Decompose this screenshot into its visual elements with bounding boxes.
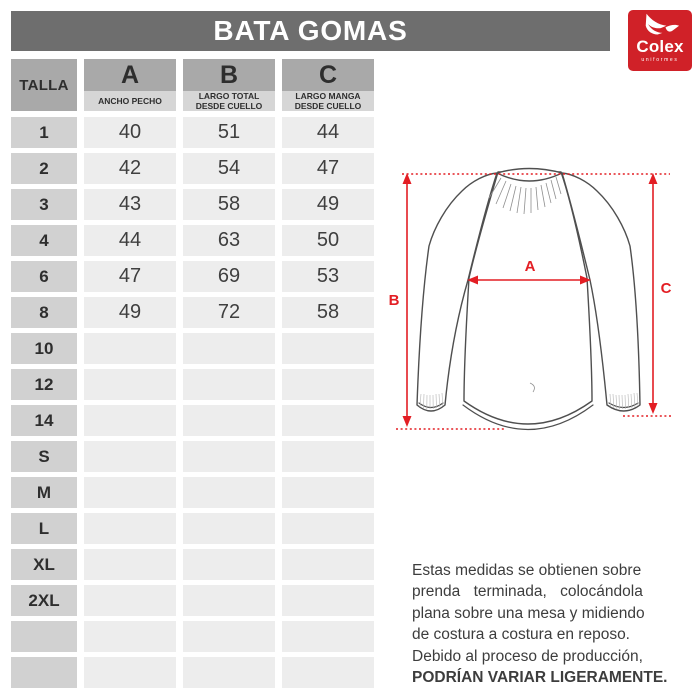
table-row xyxy=(11,189,373,220)
column-label-c: LARGO MANGA DESDE CUELLO xyxy=(282,91,374,111)
table-row xyxy=(11,405,373,436)
cell-b: 54 xyxy=(183,153,275,184)
table-row xyxy=(11,549,373,580)
column-label-a: ANCHO PECHO xyxy=(84,91,176,111)
bird-icon xyxy=(639,13,681,40)
cell-b xyxy=(183,441,275,472)
garment-measurement-diagram xyxy=(380,158,700,450)
column-header-a xyxy=(84,59,176,111)
dimension-c-arrow xyxy=(649,173,658,414)
column-letter-c: C xyxy=(282,59,374,91)
cell-c xyxy=(282,441,374,472)
cell-a: 44 xyxy=(84,225,176,256)
garment-illustration xyxy=(417,169,640,430)
cell-c xyxy=(282,621,374,652)
table-row xyxy=(11,369,373,400)
cell-a: 43 xyxy=(84,189,176,220)
note-line: de costura a costura en reposo. xyxy=(412,626,630,644)
cell-a xyxy=(84,657,176,688)
table-row xyxy=(11,657,373,688)
note-line: prenda terminada, colocándola xyxy=(412,583,643,601)
dimension-b-arrow xyxy=(403,173,412,427)
cell-c xyxy=(282,657,374,688)
row-size-label: 1 xyxy=(11,117,77,148)
note-line: Debido al proceso de producción, xyxy=(412,647,643,665)
table-row xyxy=(11,585,373,616)
cell-a xyxy=(84,513,176,544)
cell-a xyxy=(84,549,176,580)
table-row xyxy=(11,477,373,508)
cell-b xyxy=(183,513,275,544)
table-row xyxy=(11,333,373,364)
cell-a xyxy=(84,621,176,652)
title-bar xyxy=(11,11,610,51)
note-line: PODRÍAN VARIAR LIGERAMENTE. xyxy=(412,669,668,687)
table-row xyxy=(11,297,373,328)
row-size-label: S xyxy=(11,441,77,472)
column-header-c xyxy=(282,59,374,111)
cell-c: 53 xyxy=(282,261,374,292)
row-size-label xyxy=(11,657,77,688)
cell-b: 51 xyxy=(183,117,275,148)
row-size-label: XL xyxy=(11,549,77,580)
column-letter-a: A xyxy=(84,59,176,91)
table-row xyxy=(11,225,373,256)
row-size-label: 2XL xyxy=(11,585,77,616)
cell-a: 47 xyxy=(84,261,176,292)
cell-a xyxy=(84,585,176,616)
cell-c: 50 xyxy=(282,225,374,256)
row-size-label: L xyxy=(11,513,77,544)
cell-c xyxy=(282,549,374,580)
table-row xyxy=(11,441,373,472)
cell-a: 42 xyxy=(84,153,176,184)
size-column-header: TALLA xyxy=(11,59,77,111)
cell-c xyxy=(282,333,374,364)
cell-b xyxy=(183,585,275,616)
logo-tagline: uniformes xyxy=(641,57,679,63)
cell-a xyxy=(84,441,176,472)
row-size-label: 6 xyxy=(11,261,77,292)
cell-c xyxy=(282,585,374,616)
cell-a: 49 xyxy=(84,297,176,328)
cell-b: 72 xyxy=(183,297,275,328)
table-row xyxy=(11,513,373,544)
page-title: BATA GOMAS xyxy=(213,15,408,46)
cell-a xyxy=(84,333,176,364)
cell-b xyxy=(183,369,275,400)
size-table xyxy=(11,59,373,688)
column-letter-b: B xyxy=(183,59,275,91)
row-size-label: 2 xyxy=(11,153,77,184)
cell-c: 47 xyxy=(282,153,374,184)
row-size-label: 8 xyxy=(11,297,77,328)
note-lines xyxy=(412,560,674,688)
note-line: Estas medidas se obtienen sobre xyxy=(412,562,642,579)
cell-b: 63 xyxy=(183,225,275,256)
dimension-label-c: C xyxy=(660,280,672,297)
note-line: plana sobre una mesa y midiendo xyxy=(412,604,645,622)
row-size-label: 12 xyxy=(11,369,77,400)
cell-b: 58 xyxy=(183,189,275,220)
cell-b xyxy=(183,333,275,364)
cell-c xyxy=(282,405,374,436)
cell-a xyxy=(84,369,176,400)
cell-b xyxy=(183,657,275,688)
row-size-label: M xyxy=(11,477,77,508)
size-table-rows xyxy=(11,117,373,688)
cell-c xyxy=(282,369,374,400)
table-row xyxy=(11,261,373,292)
cell-a xyxy=(84,405,176,436)
row-size-label: 4 xyxy=(11,225,77,256)
note xyxy=(412,560,674,688)
size-table-header xyxy=(11,59,373,111)
row-size-label: 3 xyxy=(11,189,77,220)
cell-c: 49 xyxy=(282,189,374,220)
row-size-label: 14 xyxy=(11,405,77,436)
row-size-label: 10 xyxy=(11,333,77,364)
dimension-label-a: A xyxy=(524,258,536,275)
colex-logo xyxy=(628,10,692,71)
cell-a: 40 xyxy=(84,117,176,148)
table-row xyxy=(11,117,373,148)
cell-b xyxy=(183,549,275,580)
logo-name: Colex xyxy=(636,37,684,56)
table-row xyxy=(11,153,373,184)
cell-c: 44 xyxy=(282,117,374,148)
cell-c xyxy=(282,513,374,544)
dimension-label-b: B xyxy=(388,292,400,309)
cell-b: 69 xyxy=(183,261,275,292)
cell-b xyxy=(183,405,275,436)
column-label-b: LARGO TOTAL DESDE CUELLO xyxy=(183,91,275,111)
cell-c xyxy=(282,477,374,508)
row-size-label xyxy=(11,621,77,652)
cell-c: 58 xyxy=(282,297,374,328)
column-header-b xyxy=(183,59,275,111)
cell-b xyxy=(183,477,275,508)
cell-a xyxy=(84,477,176,508)
table-row xyxy=(11,621,373,652)
cell-b xyxy=(183,621,275,652)
